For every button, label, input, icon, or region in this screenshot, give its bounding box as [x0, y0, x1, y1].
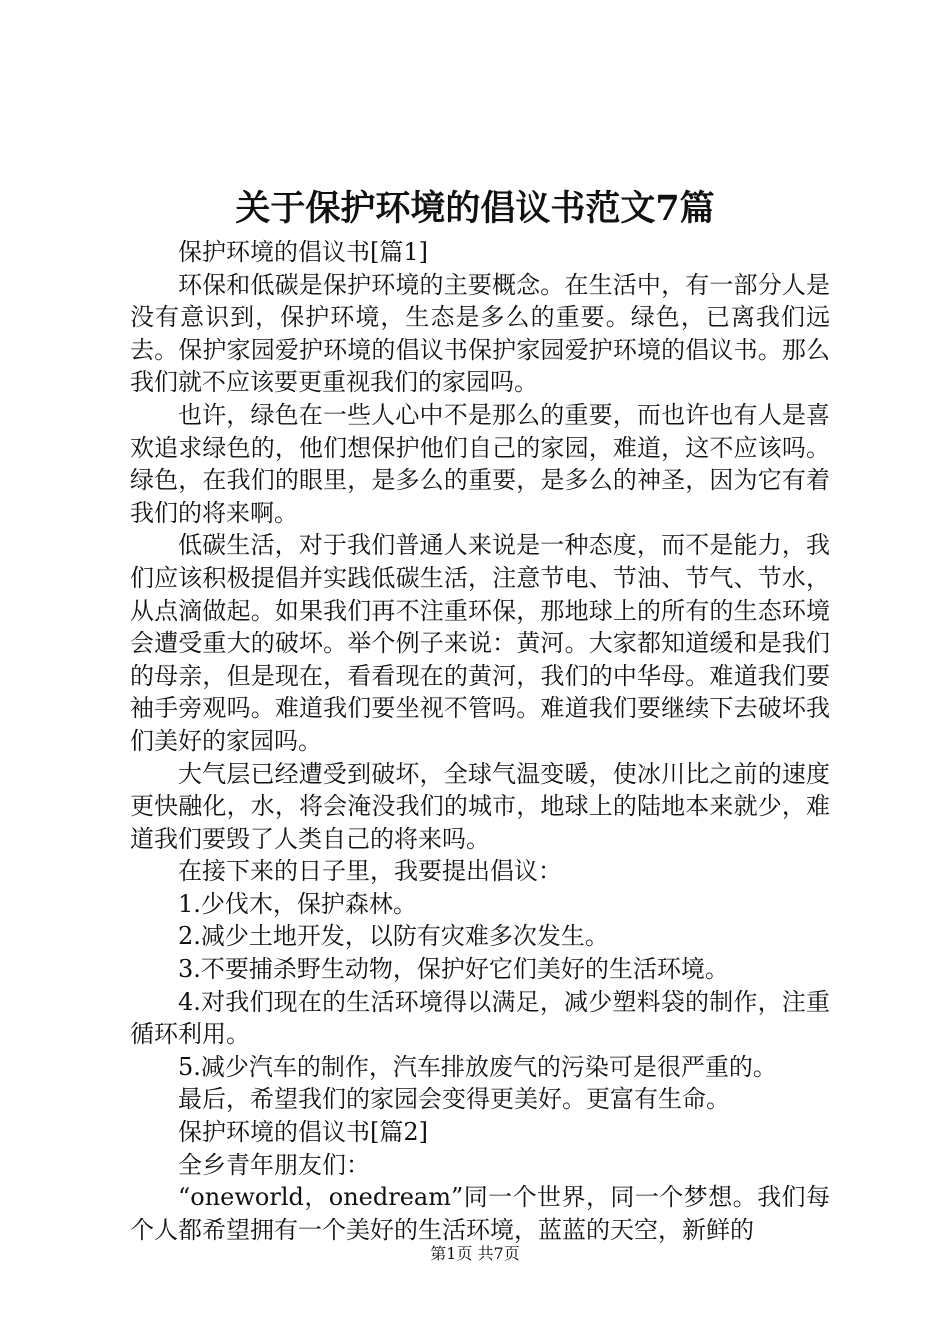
- paragraph: 也许，绿色在一些人心中不是那么的重要，而也许也有人是喜欢追求绿色的，他们想保护他们自己的家园，难道，这不应该吗。绿色，在我们的眼里，是多么的重要，是多么的神圣，因为它有着我们的将来啊。: [130, 400, 830, 527]
- paragraph: 最后，希望我们的家园会变得更美好。更富有生命。: [178, 1085, 730, 1114]
- page-footer: 第1页 共7页: [430, 1244, 520, 1263]
- paragraph: 大气层已经遭受到破坏，全球气温变暖，使冰川比之前的速度更快融化，水，将会淹没我们的城市，地球上的陆地本来就少，难道我们要毁了人类自己的将来吗。: [130, 759, 830, 853]
- paragraph: 环保和低碳是保护环境的主要概念。在生活中，有一部分人是没有意识到，保护环境，生态是多么的重要。绿色，已离我们远去。保护家园爱护环境的倡议书保护家园爱护环境的倡议书。那么我们就不应该要更重视我们的家园吗。: [130, 270, 830, 397]
- document-body: [130, 236, 830, 1246]
- section-heading-2: 保护环境的倡议书[篇2]: [178, 1118, 428, 1147]
- paragraph: 低碳生活，对于我们普通人来说是一种态度，而不是能力，我们应该积极提倡并实践低碳生活，注意节电、节油、节气、节水，从点滴做起。如果我们再不注重环保，那地球上的所有的生态环境会遭受重大的破坏。举个例子来说：黄河。大家都知道缓和是我们的母亲，但是现在，看看现在的黄河，我们的中华母。难道我们要袖手旁观吗。难道我们要坐视不管吗。难道我们要继续下去破坏我们美好的家园吗。: [130, 531, 830, 755]
- list-item: 1.少伐木，保护森林。: [178, 889, 417, 918]
- paragraph: “oneworld，onedream”同一个世界，同一个梦想。我们每个人都希望拥有一个美好的生活环境，蓝蓝的天空，新鲜的: [130, 1183, 830, 1244]
- list-item: 3.不要捕杀野生动物，保护好它们美好的生活环境。: [178, 955, 729, 984]
- document-title: 关于保护环境的倡议书范文7篇: [235, 188, 715, 229]
- list-item: 4.对我们现在的生活环境得以满足，减少塑料袋的制作，注重循环利用。: [130, 987, 830, 1049]
- list-item: 2.减少土地开发，以防有灾难多次发生。: [178, 922, 609, 951]
- salutation: 全乡青年朋友们：: [178, 1150, 370, 1179]
- paragraph: 在接下来的日子里，我要提出倡议：: [178, 857, 562, 886]
- section-heading-1: 保护环境的倡议书[篇1]: [178, 238, 428, 266]
- list-item: 5.减少汽车的制作，汽车排放废气的污染可是很严重的。: [178, 1052, 777, 1081]
